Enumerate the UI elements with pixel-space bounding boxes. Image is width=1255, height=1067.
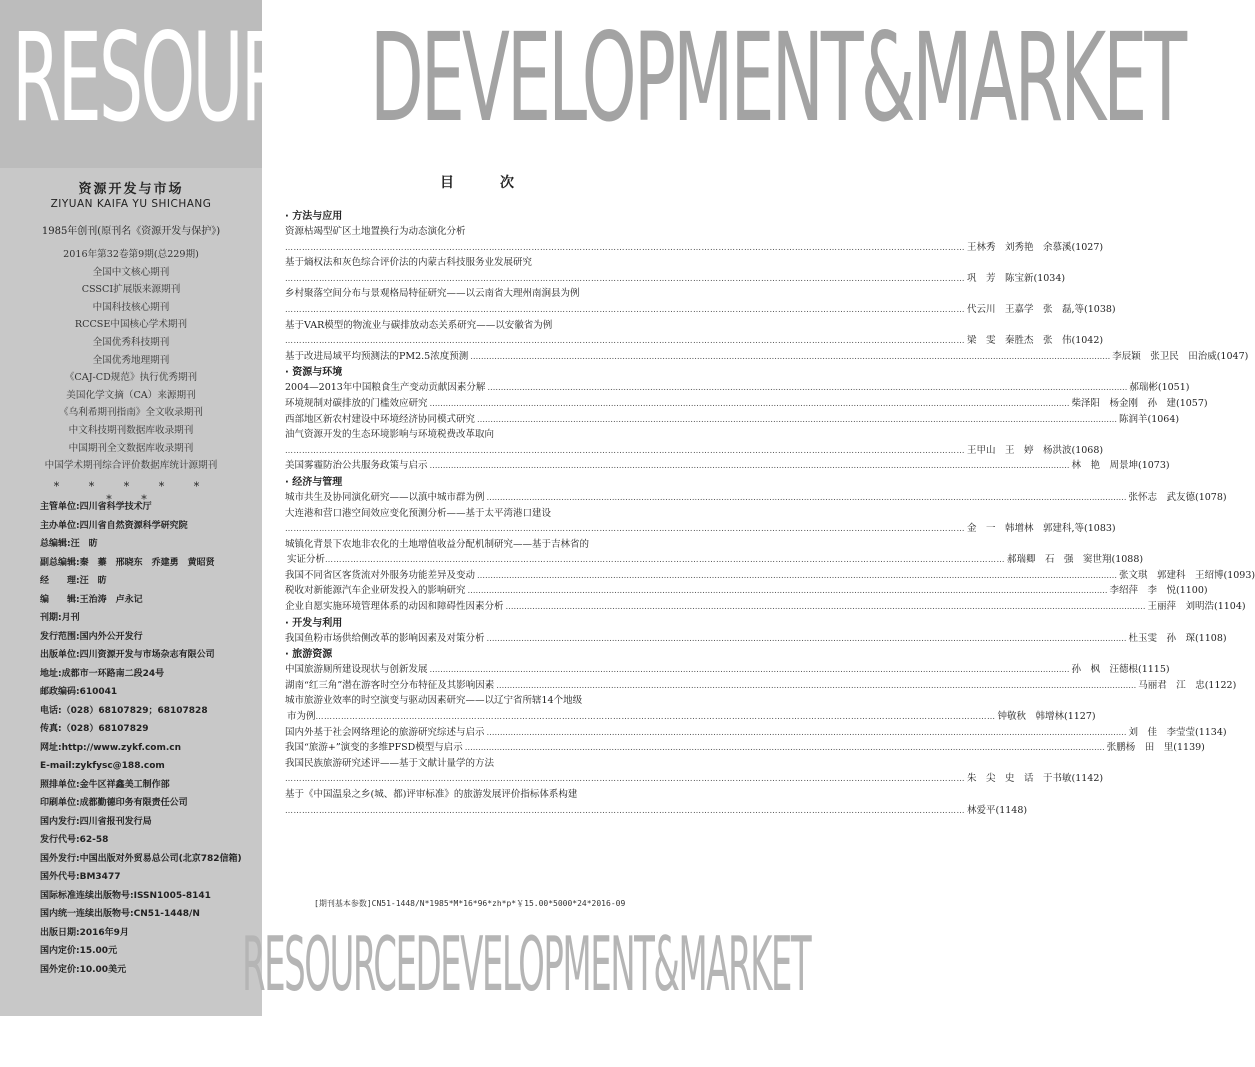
article-title: 我国不同省区客货流对外服务功能差异及变动 <box>285 569 476 581</box>
toc-entry-row <box>285 490 1227 506</box>
article-title: 基于改进局域平均预测法的PM2.5浓度预测 <box>285 350 469 362</box>
article-title-cont: 实证分析 <box>287 554 326 566</box>
article-title: 基于《中国温泉之乡(城、都)评审标准》的旅游发展评价指标体系构建 <box>285 789 578 800</box>
article-title: 我国民族旅游研究述评——基于文献计量学的方法 <box>285 757 495 769</box>
toc-entry-row <box>285 803 1028 819</box>
toc-entry <box>285 583 1208 599</box>
article-authors-page: 柴泽阳 杨金刚 孙 建(1057) <box>1071 397 1208 409</box>
info-line: 地址:成都市一环路南二段24号 <box>40 668 165 679</box>
masthead-banner <box>12 6 1185 150</box>
dot-leader: …………………………………………………………………………………………………………………………………………………………………………………………………………………… <box>325 555 1006 565</box>
indexing-entry: 2016年第32卷第9期(总229期) <box>63 249 199 260</box>
toc-entry-row <box>285 709 1096 725</box>
dot-leader: …………………………………………………………………………………………………………………………………………………………………………………………………………………… <box>470 351 1111 361</box>
dot-leader: …………………………………………………………………………………………………………………………………………………………………………………………………………………… <box>486 492 1127 502</box>
toc-entry <box>285 787 1028 818</box>
indexing-entry: 《乌利希期刊指南》全文收录期刊 <box>59 407 203 419</box>
article-authors-page: 梁 雯 秦胜杰 张 伟(1042) <box>967 335 1104 347</box>
toc-entry-row <box>285 599 1246 615</box>
toc-entry-row <box>285 396 1208 412</box>
article-authors-page: 巩 芳 陈宝新(1034) <box>967 272 1066 284</box>
indexing-entry: 美国化学文摘（CA）来源期刊 <box>66 389 196 401</box>
dot-leader: …………………………………………………………………………………………………………………………………………………………………………………………………………………… <box>467 586 1108 596</box>
toc-entry <box>285 599 1246 615</box>
toc-entry-row <box>285 631 1227 647</box>
info-line: E-mail:zykfysc@188.com <box>40 761 165 771</box>
toc-entry-row <box>285 412 1180 428</box>
toc-entry <box>285 458 1170 474</box>
toc-entry <box>285 318 1104 349</box>
dot-leader: …………………………………………………………………………………………………………………………………………………………………………………………………………………… <box>285 304 965 314</box>
info-line: 发行代号:62-58 <box>40 835 109 845</box>
info-line: 国外定价:10.00美元 <box>40 964 127 975</box>
indexing-entry: 中国期刊全文数据库收录期刊 <box>68 442 194 454</box>
masthead-word-resource: RESOURCE <box>12 6 370 150</box>
toc-entry <box>285 740 1205 756</box>
toc-entry <box>285 506 1116 537</box>
dot-leader: …………………………………………………………………………………………………………………………………………………………………………………………………………………… <box>429 665 1070 675</box>
dot-leader: …………………………………………………………………………………………………………………………………………………………………………………………………………………… <box>285 273 965 283</box>
toc-entry <box>285 725 1227 741</box>
info-line: 印刷单位:成都勤德印务有限责任公司 <box>40 798 188 808</box>
info-line: 网址:http://www.zykf.com.cn <box>40 742 182 753</box>
indexing-entry: 《CAJ-CD规范》执行优秀期刊 <box>64 372 198 384</box>
toc-entry <box>285 286 1116 317</box>
info-line: 主办单位:四川省自然资源科学研究院 <box>40 520 188 531</box>
info-line: 电话:（028）68107829；68107828 <box>40 705 208 716</box>
dot-leader: …………………………………………………………………………………………………………………………………………………………………………………………………………………… <box>285 774 965 784</box>
info-line: 传真:（028）68107829 <box>40 724 149 734</box>
footer-banner <box>242 920 811 1012</box>
article-authors-page: 王丽萍 刘明浩(1104) <box>1147 601 1246 613</box>
indexing-list <box>18 246 244 475</box>
toc-entry-row <box>285 333 1104 349</box>
toc-entry <box>285 756 1104 787</box>
toc-section-heading: · 旅游资源 <box>285 649 333 661</box>
info-line: 副总编辑:秦 蓁 邢晓东 乔建勇 黄昭贤 <box>40 557 215 568</box>
article-title: 城镇化背景下农地非农化的土地增值收益分配机制研究——基于吉林省的 <box>285 538 590 550</box>
article-title: 国内外基于社会网络理论的旅游研究综述与启示 <box>285 726 485 738</box>
info-line: 主管单位:四川省科学技术厅 <box>40 502 152 512</box>
article-authors-page: 张怀志 武友德(1078) <box>1128 491 1227 503</box>
toc-entry-row <box>285 771 1104 787</box>
toc-entry <box>285 396 1208 412</box>
article-title: 中国旅游厕所建设现状与创新发展 <box>285 664 428 676</box>
article-title: 油气资源开发的生态环境影响与环境税费改革取向 <box>285 429 495 441</box>
info-line: 国际标准连续出版物号:ISSN1005-8141 <box>40 890 211 901</box>
article-authors-page: 杜玉雯 孙 琛(1108) <box>1128 632 1227 644</box>
journal-name-pinyin: ZIYUAN KAIFA YU SHICHANG <box>50 198 212 210</box>
toc-entry <box>285 224 1104 255</box>
article-authors-page: 林 艳 周景坤(1073) <box>1071 460 1170 472</box>
dot-leader: …………………………………………………………………………………………………………………………………………………………………………………………………………………… <box>285 805 965 815</box>
article-authors-page: 张鹏杨 田 里(1139) <box>1106 742 1205 754</box>
star-divider: * * * * * * * <box>53 480 213 506</box>
toc-entry-row <box>285 302 1116 318</box>
article-authors-page: 王甲山 王 婷 杨洪波(1068) <box>967 444 1104 456</box>
dot-leader: …………………………………………………………………………………………………………………………………………………………………………………………………………………… <box>496 680 1137 690</box>
info-line: 发行范围:国内外公开发行 <box>40 631 143 642</box>
toc-entry <box>285 349 1249 365</box>
article-title: 资源枯竭型矿区土地置换行为动态演化分析 <box>285 226 466 237</box>
article-authors-page: 代云川 王嘉学 张 磊,等(1038) <box>967 303 1116 315</box>
toc-section-heading: · 经济与管理 <box>285 476 343 488</box>
info-line: 国外发行:中国出版对外贸易总公司(北京782信箱) <box>40 853 242 864</box>
article-authors-page: 李绍萍 李 悦(1100) <box>1109 585 1208 597</box>
toc-entry-row <box>285 443 1104 459</box>
indexing-entry: 全国优秀科技期刊 <box>92 336 170 348</box>
dot-leader: …………………………………………………………………………………………………………………………………………………………………………………………………………………… <box>505 602 1146 612</box>
toc-section-heading: · 资源与环境 <box>285 367 343 379</box>
journal-founded: 1985年创刊(原刊名《资源开发与保护》) <box>41 226 221 237</box>
toc-entry-row <box>285 380 1190 396</box>
indexing-entry: RCCSE中国核心学术期刊 <box>74 319 188 331</box>
indexing-entry: 全国优秀地理期刊 <box>92 354 170 366</box>
toc-entry <box>285 678 1237 694</box>
info-line: 经 理:汪 昉 <box>40 576 107 586</box>
masthead-word-development-market: DEVELOPMENT&MARKET <box>369 6 1185 150</box>
toc-entry-row <box>285 740 1205 756</box>
dot-leader: …………………………………………………………………………………………………………………………………………………………………………………………………………………… <box>285 445 965 455</box>
info-line: 刊期:月刊 <box>40 613 80 623</box>
info-line: 出版单位:四川资源开发与市场杂志有限公司 <box>40 650 215 660</box>
dot-leader: …………………………………………………………………………………………………………………………………………………………………………………………………………………… <box>486 727 1127 737</box>
toc-entry <box>285 568 1255 584</box>
dot-leader: …………………………………………………………………………………………………………………………………………………………………………………………………………………… <box>285 524 965 534</box>
dot-leader: …………………………………………………………………………………………………………………………………………………………………………………………………………………… <box>487 383 1128 393</box>
article-authors-page: 王林秀 刘秀艳 余慕溪(1027) <box>967 241 1104 253</box>
article-title: 美国雾霾防治公共服务政策与启示 <box>285 460 428 472</box>
toc-entry <box>285 693 1096 724</box>
article-authors-page: 郝瑞彬(1051) <box>1129 382 1190 394</box>
dot-leader: …………………………………………………………………………………………………………………………………………………………………………………………………………………… <box>477 570 1118 580</box>
article-authors-page: 陈润羊(1064) <box>1119 413 1180 425</box>
article-title: 我国鱼粉市场供给侧改革的影响因素及对策分析 <box>285 632 485 644</box>
toc-entry <box>285 490 1227 506</box>
journal-parameters: [期刊基本参数]CN51-1448/N*1985*M*16*96*zh*p*￥15.00*5000*24*2016-09 <box>314 899 626 908</box>
indexing-entry: 中国学术期刊综合评价数据库统计源期刊 <box>44 460 218 472</box>
article-authors-page: 朱 尖 史 话 于书敏(1142) <box>967 773 1104 785</box>
article-authors-page: 马丽君 江 忠(1122) <box>1138 679 1237 691</box>
toc-entry-row <box>285 521 1116 537</box>
info-line: 国外代号:BM3477 <box>40 872 121 882</box>
toc-entry <box>285 380 1190 396</box>
dot-leader: …………………………………………………………………………………………………………………………………………………………………………………………………………………… <box>315 712 996 722</box>
info-line: 国内统一连续出版物号:CN51-1448/N <box>40 909 200 919</box>
toc-entry-row <box>285 271 1066 287</box>
info-line: 国内发行:四川省报刊发行局 <box>40 816 152 827</box>
info-line: 邮政编码:610041 <box>40 687 118 697</box>
toc-entry <box>285 662 1170 678</box>
toc-title: 目 次 <box>440 175 530 191</box>
article-title: 环境规制对碳排放的门槛效应研究 <box>285 397 428 409</box>
article-title: 税收对新能源汽车企业研发投入的影响研究 <box>285 585 466 597</box>
info-line: 国内定价:15.00元 <box>40 946 118 956</box>
publication-info <box>40 498 262 979</box>
indexing-entry: 全国中文核心期刊 <box>92 266 170 278</box>
toc-entry-row <box>285 725 1227 741</box>
article-authors-page: 刘 佳 李莹莹(1134) <box>1128 726 1227 738</box>
article-authors-page: 林爱平(1148) <box>967 804 1028 816</box>
article-title: 湖南“红三角”潜在游客时空分布特征及其影响因素 <box>285 679 495 691</box>
dot-leader: …………………………………………………………………………………………………………………………………………………………………………………………………………………… <box>464 743 1105 753</box>
article-authors-page: 金 一 韩增林 郭建科,等(1083) <box>967 523 1116 535</box>
article-authors-page: 钟敬秋 韩增林(1127) <box>997 711 1096 723</box>
article-title: 企业自愿实施环境管理体系的动因和障碍性因素分析 <box>285 601 504 613</box>
article-authors-page: 张文琪 郭建科 王绍博(1093) <box>1119 569 1255 581</box>
article-title: 我国“旅游+”演变的多维PFSD模型与启示 <box>285 742 463 754</box>
toc-entry <box>285 427 1104 458</box>
toc-entry-row <box>285 678 1237 694</box>
toc-entry-row <box>285 568 1255 584</box>
article-title: 城市旅游业效率的时空演变与驱动因素研究——以辽宁省所辖14个地级 <box>285 695 583 707</box>
toc-entry-row <box>285 349 1249 365</box>
toc-entry-row <box>285 662 1170 678</box>
toc-entry-row <box>285 552 1144 568</box>
toc-entry-row <box>285 458 1170 474</box>
article-title: 2004—2013年中国粮食生产变动贡献因素分解 <box>285 382 486 394</box>
toc-entry <box>285 631 1227 647</box>
toc-entry <box>285 412 1180 428</box>
toc-entry-row <box>285 240 1104 256</box>
toc-section-heading: · 开发与利用 <box>285 617 343 629</box>
dot-leader: …………………………………………………………………………………………………………………………………………………………………………………………………………………… <box>285 242 965 252</box>
dot-leader: …………………………………………………………………………………………………………………………………………………………………………………………………………………… <box>429 461 1070 471</box>
dot-leader: …………………………………………………………………………………………………………………………………………………………………………………………………………………… <box>477 414 1118 424</box>
article-authors-page: 孙 枫 汪德根(1115) <box>1071 664 1170 676</box>
footer-banner-text: RESOURCEDEVELOPMENT&MARKET <box>242 922 811 1010</box>
article-authors-page: 李辰颖 张卫民 田治威(1047) <box>1112 350 1249 362</box>
info-line: 出版日期:2016年9月 <box>40 927 129 938</box>
journal-name-cn: 资源开发与市场 <box>78 182 184 197</box>
article-title: 基于VAR模型的物流业与碳排放动态关系研究——以安徽省为例 <box>285 319 553 331</box>
article-title: 城市共生及协同演化研究——以滇中城市群为例 <box>285 491 485 503</box>
dot-leader: …………………………………………………………………………………………………………………………………………………………………………………………………………………… <box>285 336 965 346</box>
dot-leader: …………………………………………………………………………………………………………………………………………………………………………………………………………………… <box>429 398 1070 408</box>
toc-entry-row <box>285 583 1208 599</box>
dot-leader: …………………………………………………………………………………………………………………………………………………………………………………………………………………… <box>486 633 1127 643</box>
toc-entry <box>285 255 1066 286</box>
article-title: 乡村聚落空间分布与景观格局特征研究——以云南省大理州南涧县为例 <box>285 288 580 300</box>
info-line: 总编辑:汪 昉 <box>40 539 98 549</box>
info-line: 照排单位:金牛区祥鑫美工制作部 <box>40 779 170 790</box>
indexing-entry: 中国科技核心期刊 <box>92 301 170 313</box>
info-line: 编 辑:王治涛 卢永记 <box>40 594 143 605</box>
table-of-contents <box>285 208 1255 818</box>
article-title: 基于熵权法和灰色综合评价法的内蒙古科技服务业发展研究 <box>285 257 533 269</box>
article-title-cont: 市为例 <box>287 711 316 723</box>
indexing-entry: 中文科技期刊数据库收录期刊 <box>68 424 194 436</box>
article-authors-page: 郝瑞卿 石 强 窦世翔(1088) <box>1007 554 1144 566</box>
article-title: 西部地区新农村建设中环境经济协同模式研究 <box>285 413 476 425</box>
indexing-entry: CSSCI扩展版来源期刊 <box>81 284 181 296</box>
article-title: 大连港和营口港空间效应变化预测分析——基于太平湾港口建设 <box>285 507 552 519</box>
toc-section-heading: · 方法与应用 <box>285 211 343 222</box>
toc-entry <box>285 537 1144 568</box>
